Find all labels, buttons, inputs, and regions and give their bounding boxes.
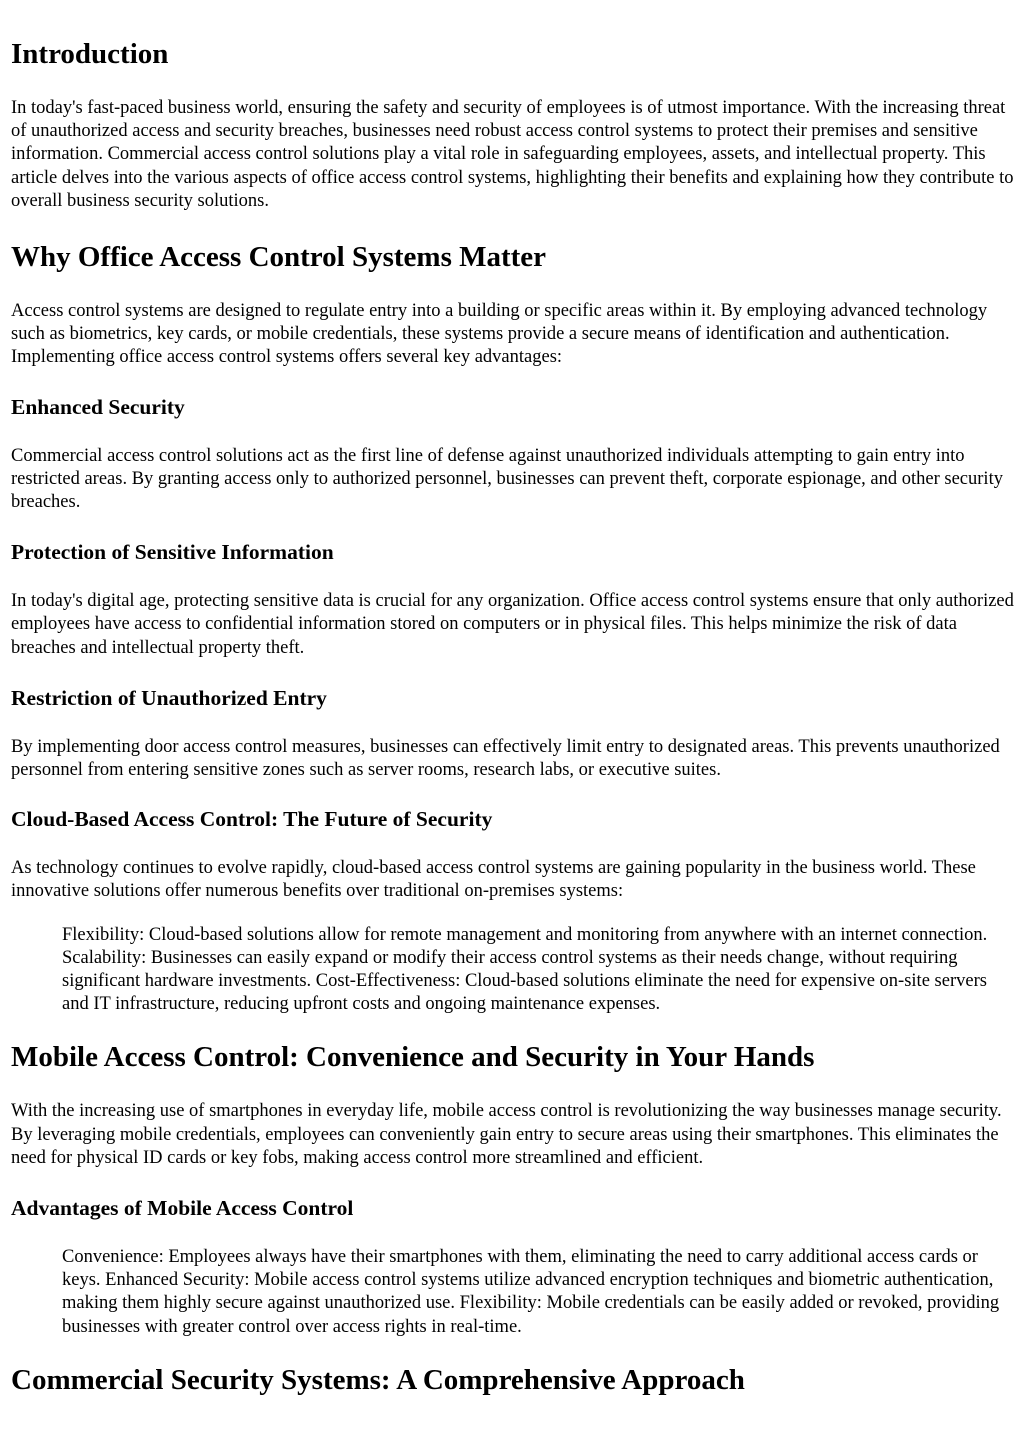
cloud-quote: Flexibility: Cloud-based solutions allow for remote management and monitoring from anywhere with an internet connection. Scalability: Businesses can easily expand or modify their access control systems as their needs change, without requiring significant hardware investments. Cost-Effectiveness: Cloud-based solutions eliminate the need for expensive on-site servers and IT infrastructure, reducing upfront costs and ongoing maintenance expenses. xyxy=(62,924,988,1015)
advantages-quote: Convenience: Employees always have their smartphones with them, eliminating the need to carry additional access cards or keys. Enhanced Security: Mobile access control systems utilize advanced encryption techniques and biometric authentication, making them highly secure against unauthorized use. Flexibility: Mobile credentials can be easily added or revoked, providing businesses with greater control over access rights in real-time. xyxy=(62,1247,1000,1337)
intro-heading: Introduction xyxy=(11,38,169,70)
restriction-heading: Restriction of Unauthorized Entry xyxy=(11,685,327,710)
commercial-heading: Commercial Security Systems: A Comprehensive Approach xyxy=(11,1363,745,1396)
why-paragraph: Access control systems are designed to regulate entry into a building or specific areas within it. By employing advanced technology such as biometrics, key cards, or mobile credentials, these systems provide a secure means of identification and authentication. Implementing office access control systems offers several key advantages: xyxy=(11,301,988,368)
mobile-heading: Mobile Access Control: Convenience and Security in Your Hands xyxy=(11,1041,815,1074)
cloud-paragraph: As technology continues to evolve rapidly, cloud-based access control systems are gaining popularity in the business world. These innovative solutions offer numerous benefits over traditional on-premises systems: xyxy=(11,858,976,902)
mobile-paragraph: With the increasing use of smartphones in everyday life, mobile access control is revolutionizing the way businesses manage security. By leveraging mobile credentials, employees can conveniently gain entry to secure areas using their smartphones. This eliminates the need for physical ID cards or key fobs, making access control more streamlined and efficient. xyxy=(11,1101,1002,1168)
intro-paragraph: In today's fast-paced business world, ensuring the safety and security of employees is of utmost importance. With the increasing threat of unauthorized access and security breaches, businesses need robust access control systems to protect their premises and sensitive information. Commercial access control solutions play a vital role in safeguarding employees, assets, and intellectual property. This article delves into the various aspects of office access control systems, highlighting their benefits and explaining how they contribute to overall business security solutions. xyxy=(11,98,1014,211)
protection-paragraph: In today's digital age, protecting sensitive data is crucial for any organization. Office access control systems ensure that only authorized employees have access to confidential information stored on computers or in physical files. This helps minimize the risk of data breaches and intellectual property theft. xyxy=(11,591,1014,658)
restriction-paragraph: By implementing door access control measures, businesses can effectively limit entry to designated areas. This prevents unauthorized personnel from entering sensitive zones such as server rooms, research labs, or executive suites. xyxy=(11,736,1000,781)
cloud-heading: Cloud-Based Access Control: The Future of Security xyxy=(11,807,493,832)
why-heading: Why Office Access Control Systems Matter xyxy=(11,241,547,274)
advantages-heading: Advantages of Mobile Access Control xyxy=(11,1196,354,1221)
protection-heading: Protection of Sensitive Information xyxy=(11,540,334,565)
enhanced-security-paragraph: Commercial access control solutions act as the first line of defense against unauthorized individuals attempting to gain entry into restricted areas. By granting access only to authorized personnel, businesses can prevent theft, corporate espionage, and other security breaches. xyxy=(11,445,1003,513)
enhanced-security-heading: Enhanced Security xyxy=(11,394,185,419)
